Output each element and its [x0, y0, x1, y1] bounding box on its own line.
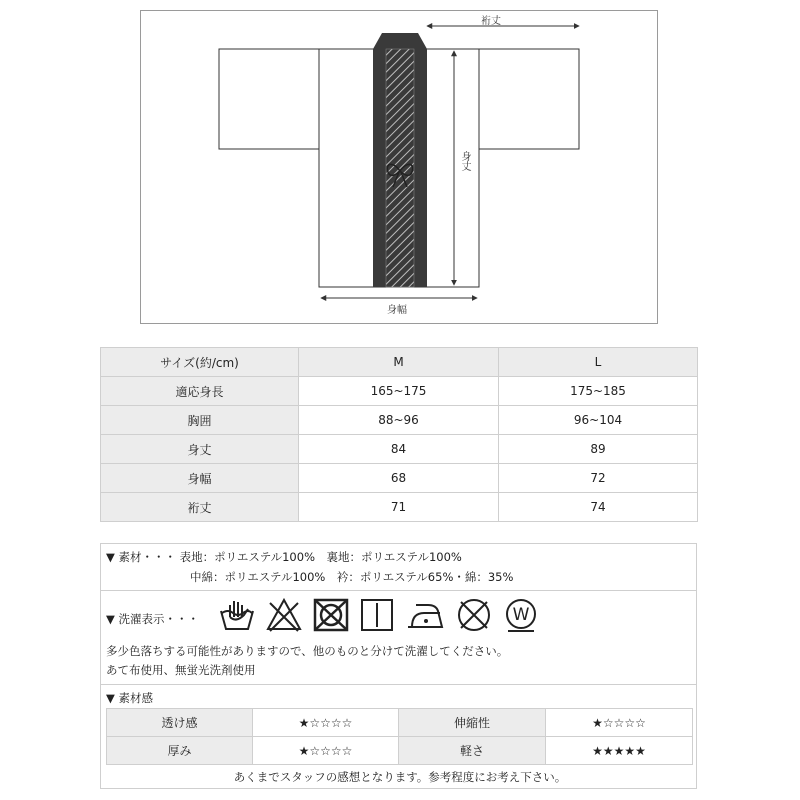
washing-note-2: あて布使用、無蛍光洗剤使用 — [106, 663, 256, 677]
yukitake-label: 裄丈 — [481, 16, 501, 27]
garment-diagram — [140, 10, 658, 324]
cell-value: 96~104 — [499, 406, 698, 435]
header-cell: L — [499, 348, 698, 377]
material-line-1: ▼ 素材・・・ 表地：ポリエステル100% 裏地：ポリエステル100% — [106, 550, 462, 564]
no-bleach-icon — [265, 597, 303, 633]
feel-label: 軽さ — [399, 737, 546, 765]
star-rating: ★★★★★ — [546, 737, 693, 765]
washing-symbols — [218, 597, 540, 633]
cell-value: 88~96 — [299, 406, 499, 435]
cell-value: 71 — [299, 493, 499, 522]
star-rating: ★☆☆☆☆ — [546, 709, 693, 737]
table-row — [107, 709, 693, 737]
no-dry-clean-icon — [455, 597, 493, 633]
row-label: 適応身長 — [101, 377, 299, 406]
row-label: 身幅 — [101, 464, 299, 493]
feel-label: 厚み — [107, 737, 253, 765]
table-row — [101, 377, 698, 406]
wet-clean-icon — [502, 597, 540, 633]
left-sleeve — [219, 49, 319, 149]
cell-value: 165~175 — [299, 377, 499, 406]
washing-note-1: 多少色落ちする可能性がありますので、他のものと分けて洗濯してください。 — [106, 644, 509, 658]
feel-label: 透け感 — [107, 709, 253, 737]
line-dry-icon — [359, 597, 395, 633]
feel-title: ▼ 素材感 — [106, 691, 153, 705]
divider — [101, 590, 696, 591]
hand-wash-icon — [218, 597, 256, 633]
row-label: 裄丈 — [101, 493, 299, 522]
table-row — [101, 435, 698, 464]
iron-low-icon — [404, 597, 446, 633]
cell-value: 74 — [499, 493, 698, 522]
table-row — [101, 464, 698, 493]
star-rating: ★☆☆☆☆ — [253, 737, 399, 765]
header-cell: M — [299, 348, 499, 377]
staff-impression-note: あくまでスタッフの感想となります。参考程度にお考え下さい。 — [233, 770, 567, 784]
row-label: 胸囲 — [101, 406, 299, 435]
mihaba-label: 身幅 — [387, 305, 407, 316]
right-sleeve — [479, 49, 579, 149]
feel-label: 伸縮性 — [399, 709, 546, 737]
cell-value: 84 — [299, 435, 499, 464]
washing-label: ▼ 洗濯表示・・・ — [106, 612, 199, 626]
table-row — [101, 493, 698, 522]
cell-value: 89 — [499, 435, 698, 464]
cell-value: 68 — [299, 464, 499, 493]
star-rating: ★☆☆☆☆ — [253, 709, 399, 737]
wet-clean-letter: W — [512, 605, 530, 625]
mitake-label: 身丈 — [459, 151, 470, 171]
no-tumble-dry-icon — [312, 597, 350, 633]
size-table-header — [101, 348, 698, 377]
row-label: 身丈 — [101, 435, 299, 464]
material-line-2: 中綿：ポリエステル100% 衿：ポリエステル65%・綿：35% — [190, 570, 514, 584]
cell-value: 72 — [499, 464, 698, 493]
size-table — [100, 347, 698, 522]
garment-illustration — [141, 11, 659, 325]
material-feel-table — [106, 708, 693, 765]
table-row — [101, 406, 698, 435]
header-cell: サイズ(約/cm) — [101, 348, 299, 377]
front-opening — [386, 49, 414, 287]
table-row — [107, 737, 693, 765]
divider — [101, 684, 696, 685]
cell-value: 175~185 — [499, 377, 698, 406]
